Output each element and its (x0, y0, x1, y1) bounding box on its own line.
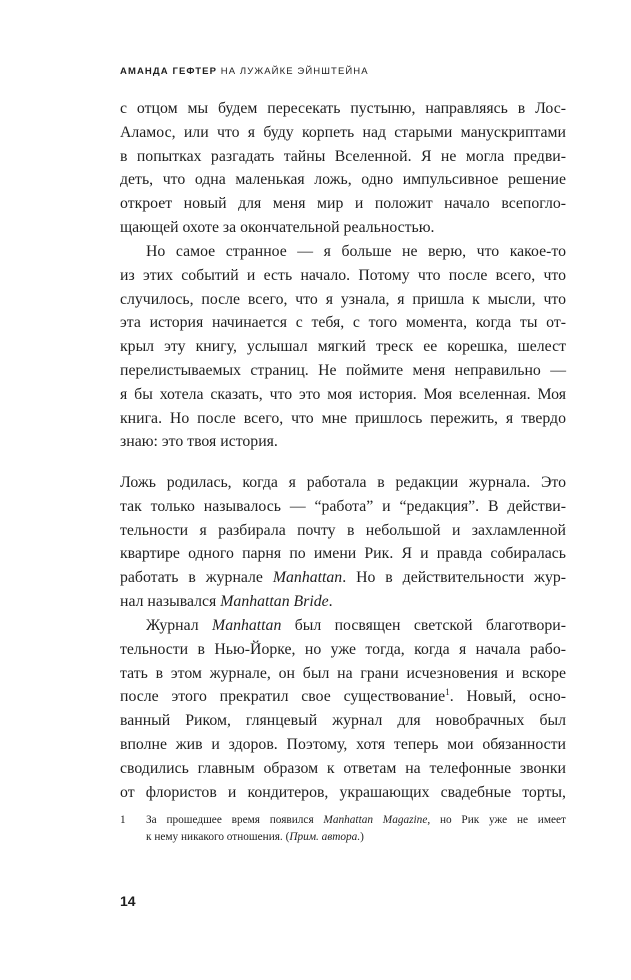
text-line: случилось, после всего, что я узнала, я пришла к мысли, что (120, 290, 566, 308)
text-line: с отцом мы будем пересекать пустыню, направляясь в Лос- (120, 100, 566, 117)
text-line: откроет новый для меня мир и положит начало всепогло- (120, 195, 566, 213)
text-line: квартире одного парня по имени Рик. Я и правда собиралась (120, 545, 566, 563)
text-line: я бы хотела сказать, что это моя история. Моя вселенная. Моя (120, 385, 566, 403)
text-line: так только называлось — “работа” и “редакция”. В действи- (120, 497, 566, 515)
text-line: тельности в Нью-Йорке, но уже тогда, когда я начала рабо- (120, 640, 566, 658)
running-head (120, 66, 369, 77)
text-line: после этого прекратил свое существование$^1$. Новый, осно- (120, 687, 566, 706)
text-line: в попытках разгадать тайны Вселенной. Я не могла предви- (120, 147, 566, 165)
magazine-title: Manhattan Bride (220, 592, 329, 610)
text-line: тельности я разбирала почту в небольшой и захламленной (120, 521, 566, 539)
text-line: сводились главным образом к ответам на телефонные звонки (120, 759, 566, 777)
paragraph-4 (120, 614, 566, 804)
text-line: книга. Но после всего, что мне пришлось пережить, я твердо (120, 409, 566, 427)
magazine-title: Manhattan (272, 569, 343, 587)
text-line: вполне жив и здоров. Поэтому, хотя теперь мои обязанности (120, 735, 566, 753)
text-line: тать в этом журнале, он был на грани исчезновения и вскоре (120, 664, 566, 682)
footnote-line: 1 За прошедшее время появился Manhattan Magazine, но Рик уже не имеет (120, 812, 566, 829)
paragraph-1 (120, 97, 566, 240)
text-line: крыл эту книгу, услышал мягкий треск ее корешка, шелест (120, 338, 566, 356)
footnote (120, 812, 566, 846)
running-head-author: АМАНДА ГЕФТЕР (120, 66, 218, 77)
text-line: Ложь родилась, когда я работала в редакции журнала. Это (120, 474, 566, 491)
text-line: работать в журнале Manhattan. Но в действительности жур- (120, 569, 566, 587)
magazine-title: Manhattan (212, 617, 282, 634)
text-line: Журнал Manhattan был посвящен светской благотвори- (146, 617, 566, 634)
text-line: Аламос, или что я буду корпеть над старыми манускриптами (120, 123, 566, 141)
paragraph-2 (120, 240, 566, 454)
text-line: перелистываемых страниц. Не поймите меня неправильно — (120, 361, 566, 379)
text-line: знаю: это твоя история. (120, 433, 278, 451)
text-line: эта история начинается с тебя, с того момента, когда ты от- (120, 314, 566, 332)
text-line: щающей охоте за окончательной реальностью. (120, 218, 435, 236)
footnote-ref[interactable]: 1 (445, 687, 450, 698)
text-line: деть, что одна маленькая ложь, одно импульсивное решение (120, 171, 566, 189)
text-line: ванный Риком, глянцевый журнал для новобрачных был (120, 712, 566, 730)
paragraph-3 (120, 471, 566, 614)
text-line: нал назывался Manhattan Bride. (120, 592, 333, 610)
text-line: Но самое странное — я больше не верю, что какое-то (146, 243, 566, 260)
footnote-number: 1 (120, 814, 126, 826)
running-head-title: НА ЛУЖАЙКЕ ЭЙНШТЕЙНА (220, 66, 369, 77)
footnote-line: к нему никакого отношения. (Прим. автора.) (146, 831, 364, 843)
text-line: от флористов и кондитеров, украшающих свадебные торты, (120, 783, 566, 801)
text-line: из этих событий и есть начало. Потому что после всего, что (120, 266, 566, 284)
page-number: 14 (120, 893, 136, 909)
